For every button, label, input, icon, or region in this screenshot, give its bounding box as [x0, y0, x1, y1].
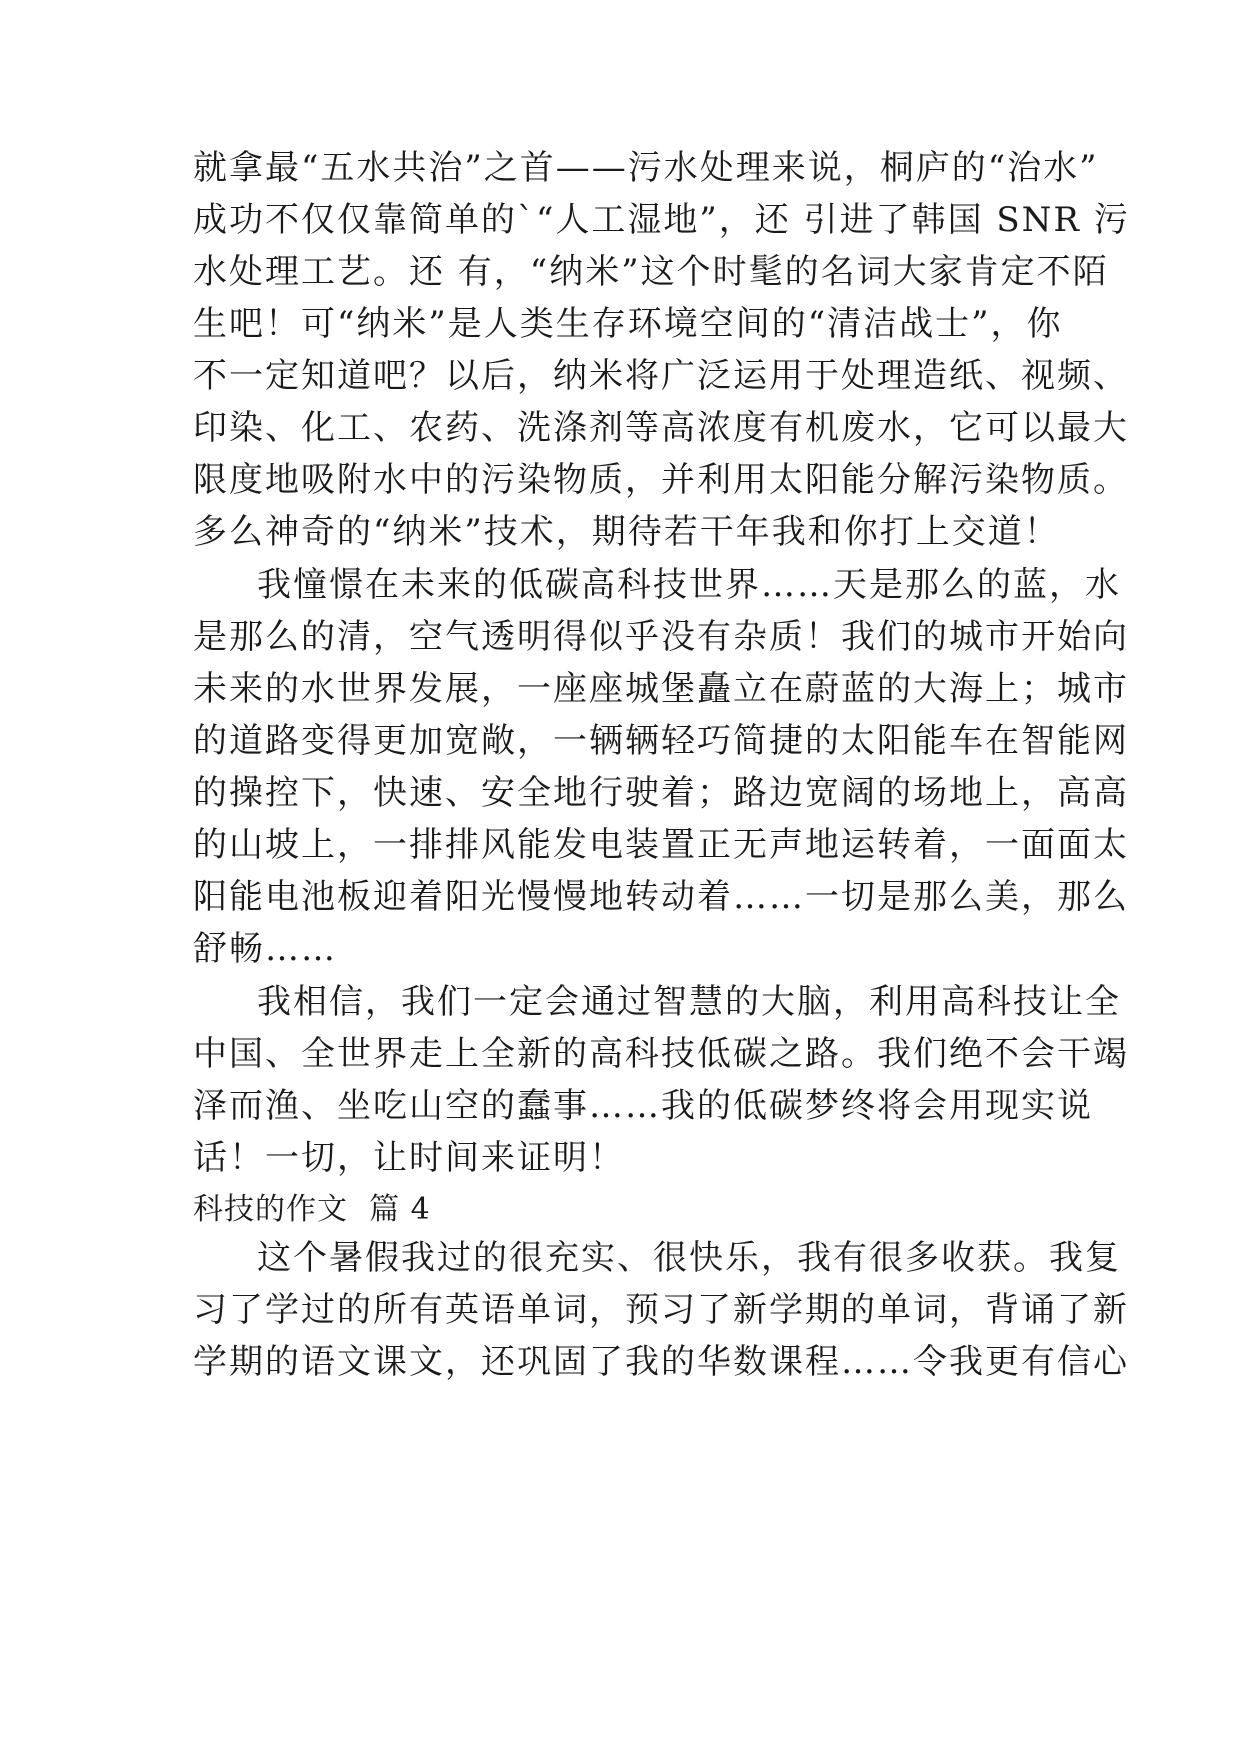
- text-line: 的山坡上，一排排风能发电装置正无声地运转着，一面面太: [193, 825, 1129, 865]
- text-line: 我憧憬在未来的低碳高科技世界……天是那么的蓝，水: [257, 565, 1121, 605]
- text-line: 学期的语文课文，还巩固了我的华数课程……令我更有信心: [193, 1342, 1129, 1382]
- text-line: 舒畅……: [193, 929, 337, 969]
- text-line: 生吧！可“纳米”是人类生存环境空间的“清洁战士”，你: [193, 304, 1063, 344]
- text-line: 泽而渔、坐吃山空的蠢事……我的低碳梦终将会用现实说: [193, 1086, 1093, 1126]
- text-line: 阳能电池板迎着阳光慢慢地转动着……一切是那么美，那么: [193, 877, 1129, 917]
- text-line: 的操控下，快速、安全地行驶着；路边宽阔的场地上，高高: [193, 773, 1129, 813]
- text-line: 的道路变得更加宽敞，一辆辆轻巧简捷的太阳能车在智能网: [193, 721, 1129, 761]
- text-line: 水处理工艺。还 有，“纳米”这个时髦的名词大家肯定不陌: [193, 252, 1109, 292]
- text-line: 未来的水世界发展，一座座城堡矗立在蔚蓝的大海上；城市: [193, 669, 1129, 709]
- text-line: 我相信，我们一定会通过智慧的大脑，利用高科技让全: [257, 982, 1121, 1022]
- text-line: 话！一切，让时间来证明！: [193, 1138, 625, 1178]
- text-line: 是那么的清，空气透明得似乎没有杂质！我们的城市开始向: [193, 617, 1129, 657]
- text-line: 就拿最“五水共治”之首——污水处理来说，桐庐的“治水”: [193, 148, 1099, 188]
- text-line: 不一定知道吧？以后，纳米将广泛运用于处理造纸、视频、: [193, 356, 1129, 396]
- text-line: 习了学过的所有英语单词，预习了新学期的单词，背诵了新: [193, 1290, 1129, 1330]
- text-line: 成功不仅仅靠简单的`“人工湿地”，还 引进了韩国 SNR 污: [193, 200, 1130, 240]
- text-line: 印染、化工、农药、洗涤剂等高浓度有机废水，它可以最大: [193, 408, 1129, 448]
- text-line: 限度地吸附水中的污染物质，并利用太阳能分解污染物质。: [193, 460, 1129, 500]
- text-line: 这个暑假我过的很充实、很快乐，我有很多收获。我复: [257, 1238, 1121, 1278]
- section-heading: 科技的作文 篇 4: [193, 1192, 431, 1227]
- text-line: 中国、全世界走上全新的高科技低碳之路。我们绝不会干竭: [193, 1034, 1129, 1074]
- text-line: 多么神奇的“纳米”技术，期待若干年我和你打上交道！: [193, 512, 1060, 552]
